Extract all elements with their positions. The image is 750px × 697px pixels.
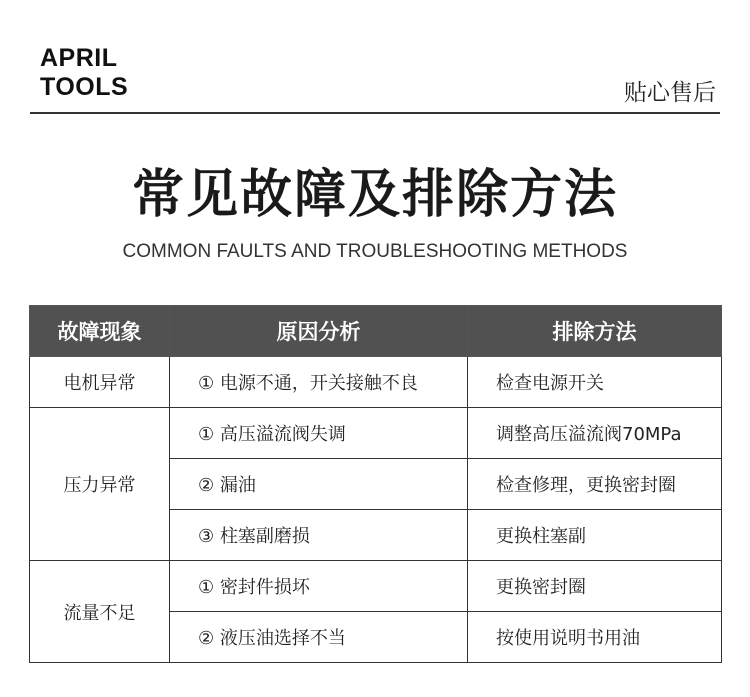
- fix-cell: 检查电源开关: [468, 357, 722, 408]
- header-fix: 排除方法: [468, 306, 722, 357]
- header-phenomenon: 故障现象: [30, 306, 170, 357]
- fix-cell: 检查修理，更换密封圈: [468, 459, 722, 510]
- cause-cell: ② 液压油选择不当: [170, 612, 468, 663]
- page-subtitle: COMMON FAULTS AND TROUBLESHOOTING METHODS: [122, 241, 628, 262]
- cause-cell: ② 漏油: [170, 459, 468, 510]
- fix-cell: 更换柱塞副: [468, 510, 722, 561]
- section-label: 贴心售后: [624, 80, 716, 106]
- cause-cell: ③ 柱塞副磨损: [170, 510, 468, 561]
- faults-table: [29, 305, 722, 663]
- brand-line-1: APRIL: [40, 44, 118, 72]
- table-header-row: [30, 306, 722, 357]
- brand-line-2: TOOLS: [40, 73, 129, 101]
- page-title: 常见故障及排除方法: [131, 165, 618, 225]
- cause-cell: ① 电源不通，开关接触不良: [170, 357, 468, 408]
- fix-cell: 调整高压溢流阀70MPa: [468, 408, 722, 459]
- cause-cell: ① 高压溢流阀失调: [170, 408, 468, 459]
- table-row: [30, 357, 722, 408]
- brand-logo: [40, 44, 128, 102]
- header-cause: 原因分析: [170, 306, 468, 357]
- fix-cell: 更换密封圈: [468, 561, 722, 612]
- phenomenon-cell: 流量不足: [30, 561, 170, 663]
- phenomenon-cell: 电机异常: [30, 357, 170, 408]
- header-divider: [30, 112, 720, 114]
- table-row: [30, 408, 722, 459]
- cause-cell: ① 密封件损坏: [170, 561, 468, 612]
- phenomenon-cell: 压力异常: [30, 408, 170, 561]
- fix-cell: 按使用说明书用油: [468, 612, 722, 663]
- table-row: [30, 561, 722, 612]
